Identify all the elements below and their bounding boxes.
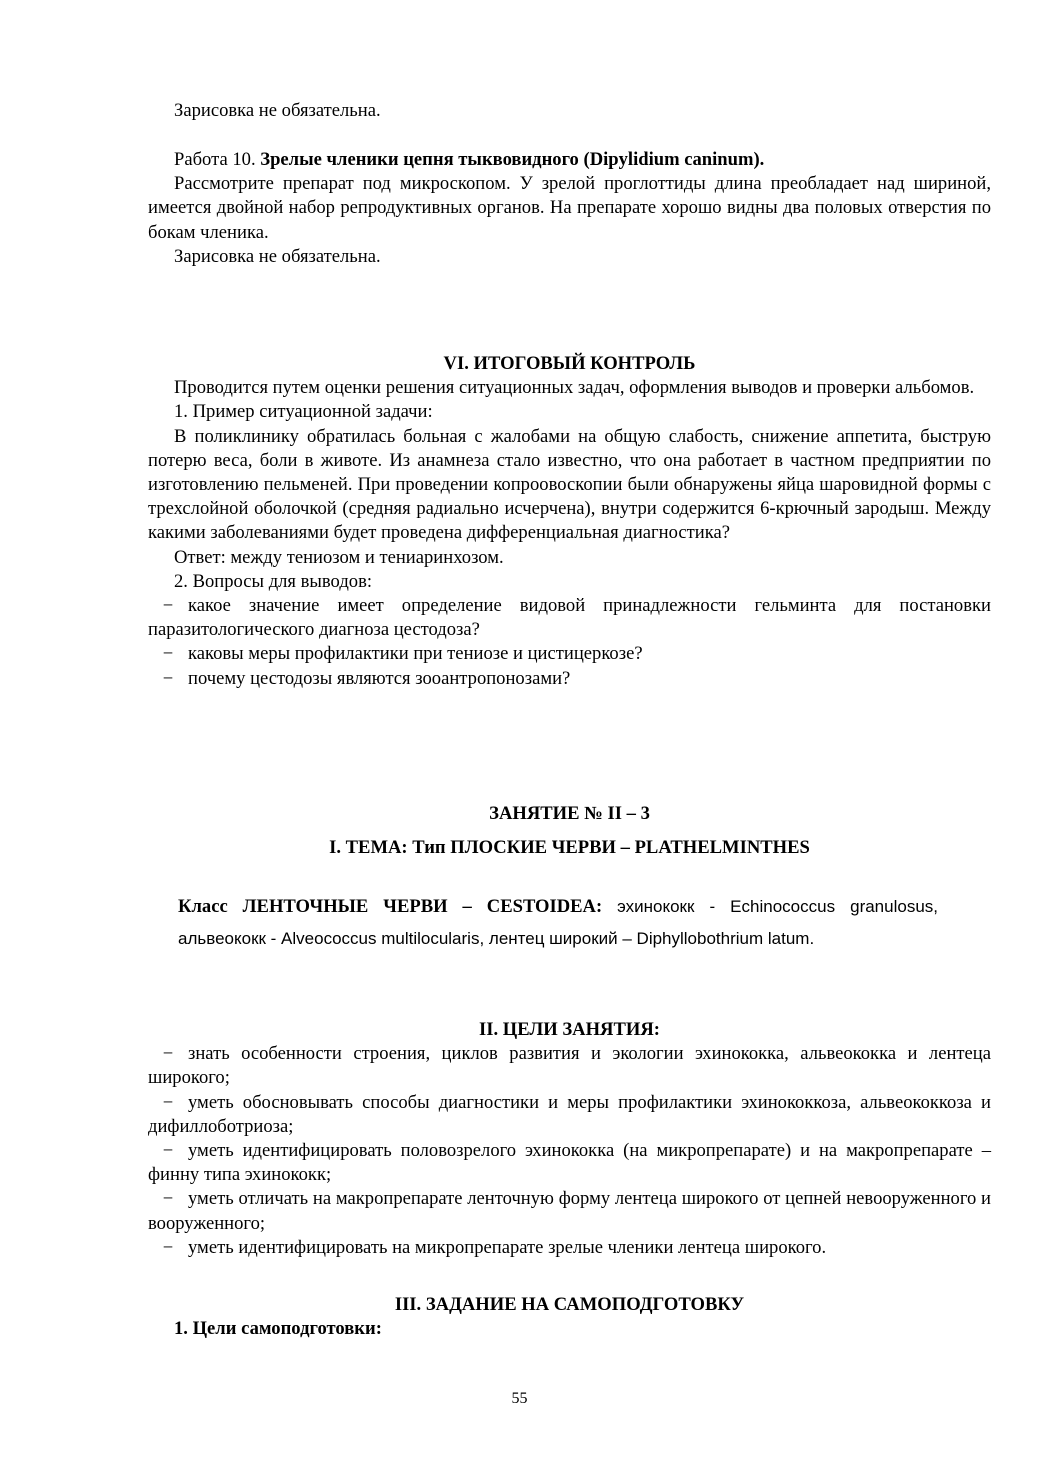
goal-item: − уметь обосновывать способы диагностики и меры профилактики эхинококкоза, альвеококкоза и дифиллоботриоза; xyxy=(148,1091,991,1137)
question-item: − каковы меры профилактики при тениозе и цистицеркозе? xyxy=(148,642,991,666)
control-section xyxy=(148,352,991,691)
work-title: Зрелые членики цепня тыквовидного (Dipylidium caninum). xyxy=(260,149,765,170)
dash-bullet: − xyxy=(162,643,174,665)
dash-bullet: − xyxy=(162,595,174,617)
question-item: − какое значение имеет определение видовой принадлежности гельминта для постановки паразитологического диагноза цестодоза? xyxy=(148,595,991,641)
task-answer: Ответ: между тениозом и тениаринхозом. xyxy=(174,546,504,568)
dash-bullet: − xyxy=(162,667,174,689)
goals-section xyxy=(148,1018,991,1260)
lesson-theme: I. ТЕМА: Тип ПЛОСКИЕ ЧЕРВИ – PLATHELMINTHES xyxy=(329,837,810,859)
work-heading xyxy=(148,148,991,172)
task-label: 1. Пример ситуационной задачи: xyxy=(174,401,433,423)
dash-bullet: − xyxy=(162,1043,174,1065)
dash-bullet: − xyxy=(162,1236,174,1258)
questions-label: 2. Вопросы для выводов: xyxy=(174,570,373,592)
work-text: Рассмотрите препарат под микроскопом. У зрелой проглоттиды длина преобладает над шириной, имеется двойной набор репродуктивных органов. На препарате хорошо видны два половых отверстия по бокам членика. xyxy=(148,173,991,243)
self-prep-section xyxy=(148,1293,991,1341)
goals-heading: II. ЦЕЛИ ЗАНЯТИЯ: xyxy=(479,1019,660,1040)
drawing-note: Зарисовка не обязательна. xyxy=(174,100,381,121)
goal-item: − уметь идентифицировать половозрелого эхинококка (на микропрепарате) и на макропрепарате – финну типа эхинококк; xyxy=(148,1140,991,1186)
lesson-section xyxy=(148,802,991,860)
dash-bullet: − xyxy=(162,1091,174,1113)
class-text: эхинококк - Echinococcus granulosus, альвеококк - Alveococcus multilocularis, лентец широкий – Diphyllobothrium latum. xyxy=(178,896,938,948)
goal-item: − уметь отличать на макропрепарате ленточную форму лентеца широкого от цепней невооруженного и вооруженного; xyxy=(148,1188,991,1234)
task-text: В поликлинику обратилась больная с жалобами на общую слабость, снижение аппетита, быструю потерю веса, боли в животе. Из анамнеза стало известно, что она работает в частном предприятии по изготовлению пельменей. При проведении копроовоскопии были обнаружены яйца шаровидной формы с трехслойной оболочкой (средняя радиально исчерчена), внутри содержится 6-крючный зародыш. Между какими заболеваниями будет проведена дифференциальная диагностика? xyxy=(148,425,991,544)
work-10-section xyxy=(148,148,991,269)
class-label: Класс ЛЕНТОЧНЫЕ ЧЕРВИ – CESTOIDEA: xyxy=(178,895,603,917)
dash-bullet: − xyxy=(162,1140,174,1162)
dash-bullet: − xyxy=(162,1188,174,1210)
lesson-number: ЗАНЯТИЕ № II – 3 xyxy=(489,803,650,824)
self-prep-heading: III. ЗАДАНИЕ НА САМОПОДГОТОВКУ xyxy=(394,1294,745,1315)
control-intro: Проводится путем оценки решения ситуационных задач, оформления выводов и проверки альбомов. xyxy=(174,377,975,399)
control-heading: VI. ИТОГОВЫЙ КОНТРОЛЬ xyxy=(443,353,696,374)
goal-item: − уметь идентифицировать на микропрепарате зрелые членики лентеца широкого. xyxy=(148,1236,991,1260)
self-prep-sub: 1. Цели самоподготовки: xyxy=(174,1318,382,1340)
question-item: − почему цестодозы являются зооантропонозами? xyxy=(148,667,991,691)
work-prefix: Работа 10. xyxy=(174,149,261,170)
top-section xyxy=(148,99,991,123)
lesson-class xyxy=(178,872,938,973)
page-number: 55 xyxy=(511,1390,528,1407)
drawing-note-2: Зарисовка не обязательна. xyxy=(174,245,381,267)
goal-item: − знать особенности строения, циклов развития и экологии эхинококка, альвеококка и лентеца широкого; xyxy=(148,1043,991,1089)
